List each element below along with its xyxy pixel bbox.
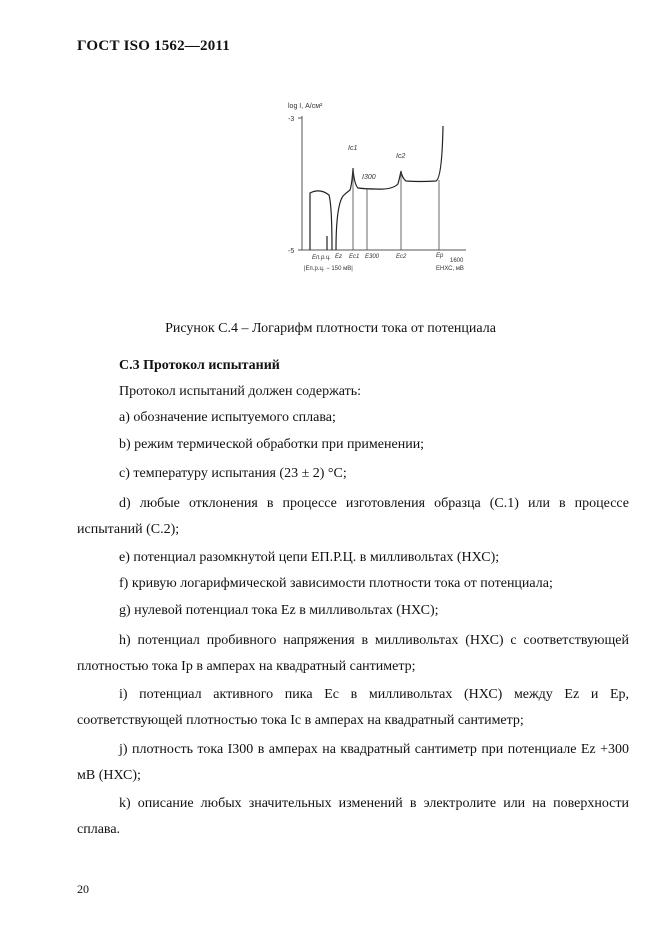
section-intro: Протокол испытаний должен содержать: (119, 384, 362, 399)
y-axis-label: log I, А/см² (288, 103, 323, 110)
ep-label: Ep (436, 253, 444, 259)
y-top-tick-label: -3 (288, 116, 295, 123)
ec2-label: Ec2 (396, 254, 407, 260)
list-item: e) потенциал разомкнутой цепи EП.Р.Ц. в милливольтах (НХС); (119, 550, 500, 565)
list-item: i) потенциал активного пика Ec в милливольтах (НХС) между Ez и Ep, соответствующей плотностью тока Ic в амперах на квадратный сантиметр; (77, 687, 629, 728)
ic2-label: Ic2 (396, 153, 406, 160)
polarization-curve-figure (280, 96, 490, 286)
cathodic-branch-curve (310, 191, 332, 250)
list-item: d) любые отклонения в процессе изготовления образца (С.1) или в процессе испытаний (С.2); (77, 496, 629, 537)
y-bottom-tick-label: -5 (288, 248, 295, 255)
list-item: h) потенциал пробивного напряжения в милливольтах (НХС) с соответствующей плотностью тока Ip в амперах на квадратный сантиметр; (77, 633, 629, 674)
e-oc-label: Eп.р.ц. (312, 255, 332, 261)
list-item: a) обозначение испытуемого сплава; (119, 410, 336, 425)
e300-label: E300 (365, 254, 380, 260)
list-item: c) температуру испытания (23 ± 2) °С; (119, 466, 347, 481)
page-number: 20 (77, 882, 89, 896)
figure-svg (280, 96, 490, 286)
ic1-label: Ic1 (348, 145, 358, 152)
ec1-label: Ec1 (349, 254, 360, 260)
list-item: f) кривую логарифмической зависимости плотности тока от потенциала; (119, 576, 553, 591)
section-heading: С.3 Протокол испытаний (119, 358, 280, 373)
x-max-tick-label: 1600 (450, 258, 464, 264)
document-header: ГОСТ ISO 1562—2011 (77, 38, 230, 54)
ez-label: Ez (335, 254, 343, 260)
i300-label: I300 (362, 174, 376, 181)
list-item: k) описание любых значительных изменений в электролите или на поверхности сплава. (77, 796, 629, 837)
list-item: g) нулевой потенциал тока Ez в милливольтах (НХС); (119, 603, 439, 618)
x-axis-label: EНХС, мВ (436, 266, 464, 272)
figure-caption: Рисунок С.4 – Логарифм плотности тока от потенциала (165, 321, 496, 336)
list-item: j) плотность тока I300 в амперах на квадратный сантиметр при потенциале Ez +300 мВ (НХС); (77, 742, 629, 783)
list-item: b) режим термической обработки при применении; (119, 437, 425, 452)
open-circuit-offset-label: |Eп.р.ц. − 150 мВ| (304, 266, 353, 272)
